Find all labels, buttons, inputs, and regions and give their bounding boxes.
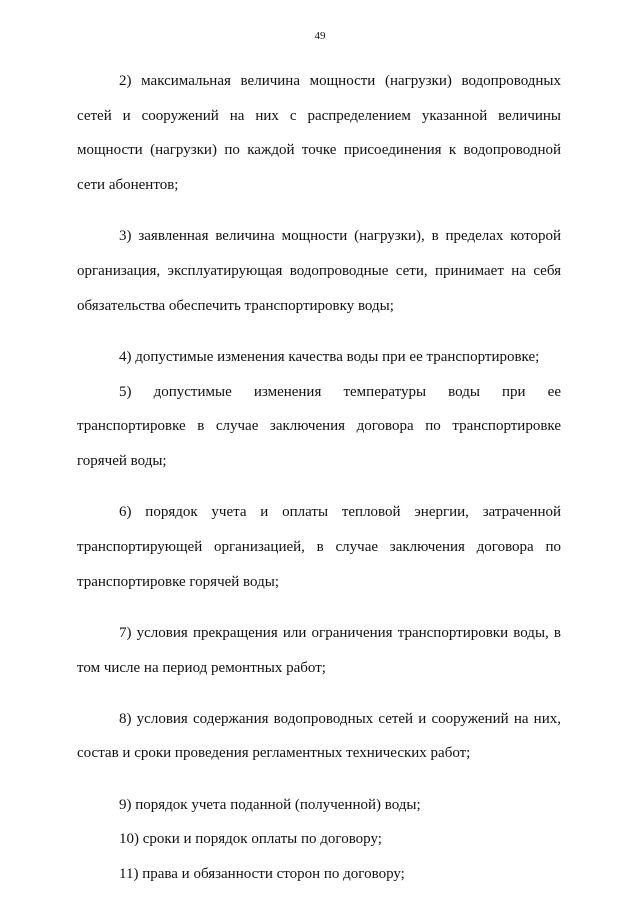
list-item: 6) порядок учета и оплаты тепловой энергии, затраченной транспортирующей организацией, в случае заключения договора по транспортировке горячей воды; xyxy=(77,504,561,590)
list-item: 8) условия содержания водопроводных сетей и сооружений на них, состав и сроки проведения регламентных технических работ; xyxy=(77,710,561,762)
list-item: 7) условия прекращения или ограничения транспортировки воды, в том числе на период ремонтных работ; xyxy=(77,624,561,676)
page-number: 49 xyxy=(314,30,326,42)
list-item: 3) заявленная величина мощности (нагрузки), в пределах которой организация, эксплуатирующая водопроводные сети, принимает на себя обязательства обеспечить транспортировку воды; xyxy=(77,228,561,314)
list-item: 11) права и обязанности сторон по договору; xyxy=(119,866,405,883)
document-body xyxy=(77,64,561,892)
list-item: 4) допустимые изменения качества воды при ее транспортировке; xyxy=(119,348,540,365)
list-item: 2) максимальная величина мощности (нагрузки) водопроводных сетей и сооружений на них с распределением указанной величины мощности (нагрузки) по каждой точке присоединения к водопроводной сети абонентов; xyxy=(77,73,561,194)
list-item: 9) порядок учета поданной (полученной) воды; xyxy=(119,796,421,813)
list-item: 10) сроки и порядок оплаты по договору; xyxy=(119,831,382,848)
list-item: 5) допустимые изменения температуры воды при ее транспортировке в случае заключения договора по транспортировке горячей воды; xyxy=(77,383,561,470)
